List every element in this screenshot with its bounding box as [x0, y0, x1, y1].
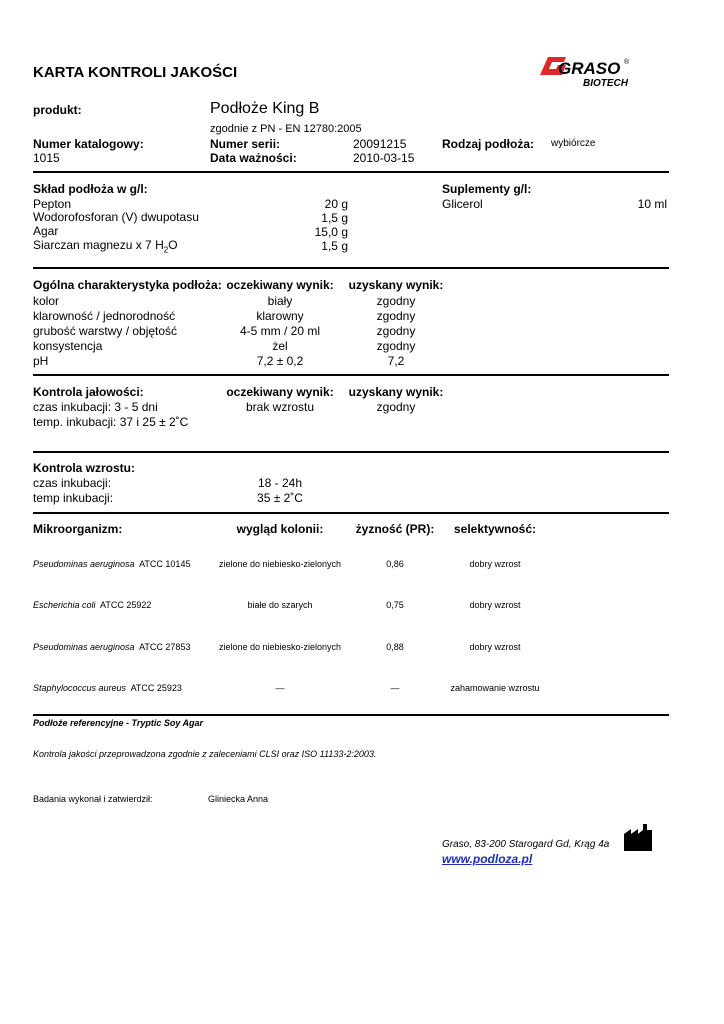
selectivity-header: selektywność:	[453, 522, 537, 536]
pr-value: 0,75	[386, 600, 404, 610]
composition-item: Agar	[33, 224, 59, 238]
series-value: 20091215	[353, 137, 407, 151]
sterility-expected-header: oczekiwany wynik:	[226, 385, 334, 399]
characteristic-param: pH	[33, 354, 49, 368]
colony-header: wygląd kolonii:	[236, 522, 324, 536]
characteristic-obtained: zgodny	[376, 294, 416, 308]
approved-label: Badania wykonał i zatwierdził:	[33, 794, 153, 804]
selectivity-value: dobry wzrost	[469, 642, 521, 652]
characteristic-obtained: zgodny	[376, 339, 416, 353]
colony-appearance: białe do szarych	[247, 600, 313, 610]
growth-temp-value: 35 ± 2˚C	[257, 491, 303, 505]
characteristic-expected: 4-5 mm / 20 ml	[239, 324, 320, 338]
divider	[33, 171, 669, 173]
growth-time-label: czas inkubacji:	[33, 476, 112, 490]
composition-value: 15,0 g	[314, 225, 348, 239]
product-label: produkt:	[33, 103, 82, 117]
svg-text:®: ®	[624, 59, 630, 66]
approved-name: Gliniecka Anna	[208, 794, 269, 804]
pr-value: —	[390, 683, 400, 693]
supplements-label: Suplementy g/l:	[442, 182, 532, 196]
characteristic-expected: klarowny	[256, 309, 304, 323]
type-value: wybiórcze	[551, 138, 596, 149]
composition-value: 20 g	[324, 197, 348, 211]
divider	[33, 374, 669, 376]
characteristic-expected: żel	[272, 339, 288, 353]
growth-temp-label: temp inkubacji:	[33, 491, 114, 505]
catalog-label: Numer katalogowy:	[33, 137, 144, 151]
pr-value: 0,86	[386, 559, 404, 569]
composition-item: Siarczan magnezu x 7 $H_2O$	[33, 238, 178, 255]
sterility-obtained-header: uzyskany wynik:	[348, 385, 444, 399]
expected-header: oczekiwany wynik:	[226, 278, 334, 292]
series-label: Numer serii:	[210, 137, 281, 151]
characteristic-param: klarowność / jednorodność	[33, 309, 176, 323]
characteristic-expected: biały	[267, 294, 293, 308]
supplement-value: 10 ml	[637, 197, 667, 211]
characteristic-obtained: zgodny	[376, 309, 416, 323]
sterility-temp: temp. inkubacji: 37 i 25 ± 2˚C	[33, 415, 189, 429]
colony-appearance: —	[275, 683, 285, 693]
selectivity-value: dobry wzrost	[469, 559, 521, 569]
sterility-time: czas inkubacji: 3 - 5 dni	[33, 400, 158, 414]
reference-medium: Podłoże referencyjne - Tryptic Soy Agar	[33, 718, 204, 728]
catalog-value: 1015	[33, 151, 60, 165]
sterility-label: Kontrola jałowości:	[33, 385, 144, 399]
characteristic-obtained: zgodny	[376, 324, 416, 338]
characteristic-expected: 7,2 ± 0,2	[256, 354, 304, 368]
pr-value: 0,88	[386, 642, 404, 652]
growth-label: Kontrola wzrostu:	[33, 461, 135, 475]
characteristic-param: grubość warstwy / objętość	[33, 324, 178, 338]
expiry-value: 2010-03-15	[353, 151, 415, 165]
svg-text:BIOTECH: BIOTECH	[583, 78, 628, 89]
divider	[33, 512, 669, 514]
characteristic-param: konsystencja	[33, 339, 103, 353]
divider	[33, 451, 669, 453]
sterility-obtained: zgodny	[376, 400, 416, 414]
obtained-header: uzyskany wynik:	[348, 278, 444, 292]
selectivity-value: dobry wzrost	[469, 600, 521, 610]
composition-item: Pepton	[33, 197, 72, 211]
selectivity-value: zahamowanie wzrostu	[450, 683, 540, 693]
document-title: KARTA KONTROLI JAKOŚCI	[33, 64, 238, 81]
supplement-item: Glicerol	[442, 197, 483, 211]
characteristics-label: Ogólna charakterystyka podłoża:	[33, 278, 222, 292]
factory-icon	[623, 822, 653, 852]
organism-name: Escherichia coli ATCC 25922	[33, 600, 152, 610]
colony-appearance: zielone do niebiesko-zielonych	[218, 642, 342, 652]
type-label: Rodzaj podłoża:	[442, 137, 534, 151]
colony-appearance: zielone do niebiesko-zielonych	[218, 559, 342, 569]
pr-header: żyzność (PR):	[355, 522, 435, 536]
organism-name: Staphylococcus aureus ATCC 25923	[33, 683, 182, 693]
product-norm: zgodnie z PN - EN 12780:2005	[210, 123, 362, 135]
svg-text:GRASO: GRASO	[558, 59, 621, 78]
growth-time-value: 18 - 24h	[257, 476, 303, 490]
characteristic-obtained: 7,2	[387, 354, 405, 368]
composition-value: 1,5 g	[321, 211, 348, 225]
divider	[33, 714, 669, 716]
organism-name: Pseudominas aeruginosa ATCC 27853	[33, 642, 191, 652]
composition-value: 1,5 g	[321, 239, 348, 253]
company-address: Graso, 83-200 Starogard Gd, Krąg 4a	[442, 839, 610, 850]
clsi-note: Kontrola jakości przeprowadzona zgodnie z zaleceniami CLSI oraz ISO 11133-2:2003.	[33, 749, 377, 759]
organism-name: Pseudominas aeruginosa ATCC 10145	[33, 559, 191, 569]
expiry-label: Data ważności:	[210, 151, 297, 165]
organism-header: Mikroorganizm:	[33, 522, 123, 536]
composition-label: Skład podłoża w g/l:	[33, 182, 148, 196]
composition-item: Wodorofosforan (V) dwupotasu	[33, 210, 199, 224]
sterility-expected: brak wzrostu	[245, 400, 315, 414]
graso-logo	[538, 55, 633, 91]
characteristic-param: kolor	[33, 294, 60, 308]
divider	[33, 267, 669, 269]
website-link[interactable]: www.podloza.pl	[442, 852, 533, 866]
graso-logo-mark	[538, 55, 633, 91]
product-name: Podłoże King B	[210, 100, 320, 117]
